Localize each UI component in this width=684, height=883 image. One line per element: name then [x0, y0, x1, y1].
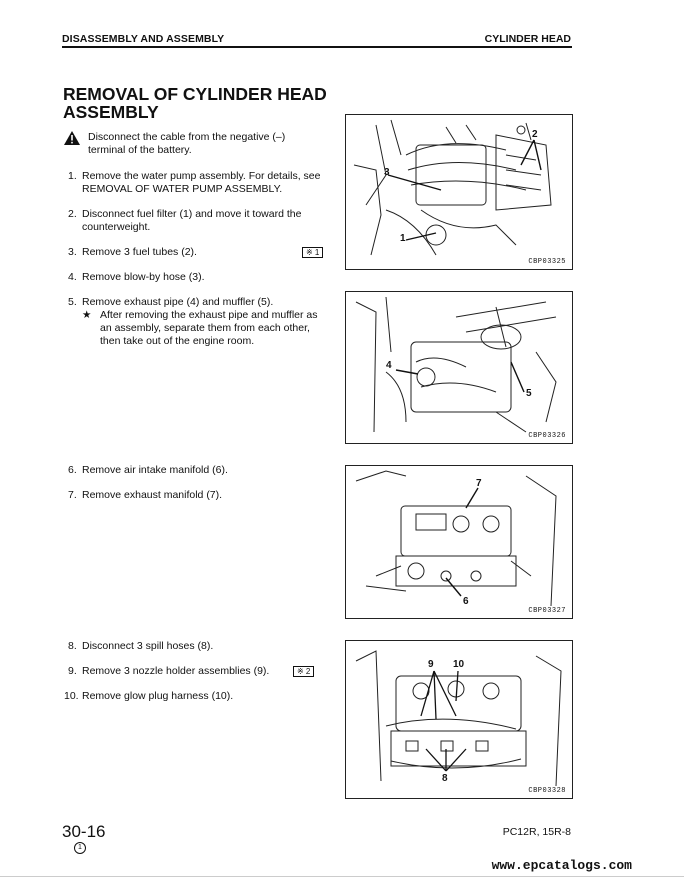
callout-label: 7 [476, 478, 482, 489]
figure-code: CBP03327 [528, 607, 566, 615]
callout-label: 9 [428, 659, 434, 670]
figure-code: CBP03325 [528, 258, 566, 266]
step-text: Disconnect fuel filter (1) and move it toward the counterweight. [82, 208, 302, 233]
step-text: Remove air intake manifold (6). [82, 464, 228, 476]
reference-mark: ※ 1 [302, 247, 323, 258]
header-rule [62, 46, 572, 48]
figure-exhaust-muffler [345, 291, 573, 444]
callout-label: 1 [400, 233, 406, 244]
step-number: 2. [68, 208, 77, 220]
chapter-header: CYLINDER HEAD [484, 33, 571, 45]
figure-nozzle-holders [345, 640, 573, 799]
warning-text: Disconnect the cable from the negative (–) terminal of the battery. [88, 131, 286, 156]
step-text: Remove the water pump assembly. For details, see REMOVAL OF WATER PUMP ASSEMBLY. [82, 170, 321, 195]
engine-illustration [346, 466, 572, 618]
page-title: REMOVAL OF CYLINDER HEAD ASSEMBLY [63, 84, 327, 122]
revision-mark: 1 [74, 842, 86, 854]
figure-code: CBP03326 [528, 432, 566, 440]
step-number: 7. [68, 489, 77, 501]
bottom-rule [0, 876, 684, 877]
step-text: Remove 3 fuel tubes (2). [82, 246, 197, 258]
reference-mark: ※ 2 [293, 666, 314, 677]
callout-label: 6 [463, 596, 469, 607]
step-text: Remove exhaust manifold (7). [82, 489, 223, 501]
engine-illustration [346, 292, 572, 443]
step-number: 8. [68, 640, 77, 652]
step-number: 6. [68, 464, 77, 476]
watermark-link[interactable]: www.epcatalogs.com [491, 858, 632, 873]
step-text: Disconnect 3 spill hoses (8). [82, 640, 214, 652]
figure-manifolds [345, 465, 573, 619]
step-note-text: After removing the exhaust pipe and muffler as an assembly, separate them from each other, then take out of the engine room. [100, 309, 318, 347]
step-number: 4. [68, 271, 77, 283]
step-number: 1. [68, 170, 77, 182]
callout-label: 2 [532, 129, 538, 140]
step-number: 3. [68, 246, 77, 258]
engine-illustration [346, 115, 572, 269]
figure-engine-fuel-tubes [345, 114, 573, 270]
step-number: 5. [68, 296, 77, 308]
callout-label: 3 [384, 167, 390, 178]
star-mark: ★ [82, 309, 92, 321]
callout-label: 4 [386, 360, 392, 371]
callout-label: 10 [453, 659, 465, 670]
model-label: PC12R, 15R-8 [502, 826, 571, 838]
figure-code: CBP03328 [528, 787, 566, 795]
callout-label: 8 [442, 773, 448, 784]
section-header: DISASSEMBLY AND ASSEMBLY [62, 33, 225, 45]
page-number: 30-16 [62, 822, 106, 841]
step-text: Remove exhaust pipe (4) and muffler (5). [82, 296, 274, 308]
step-text: Remove glow plug harness (10). [82, 690, 234, 702]
step-number: 9. [68, 665, 77, 677]
callout-label: 5 [526, 388, 532, 399]
step-number: 10. [64, 690, 79, 702]
step-text: Remove blow-by hose (3). [82, 271, 205, 283]
step-text: Remove 3 nozzle holder assemblies (9). [82, 665, 270, 677]
warning-triangle-icon [64, 131, 80, 145]
